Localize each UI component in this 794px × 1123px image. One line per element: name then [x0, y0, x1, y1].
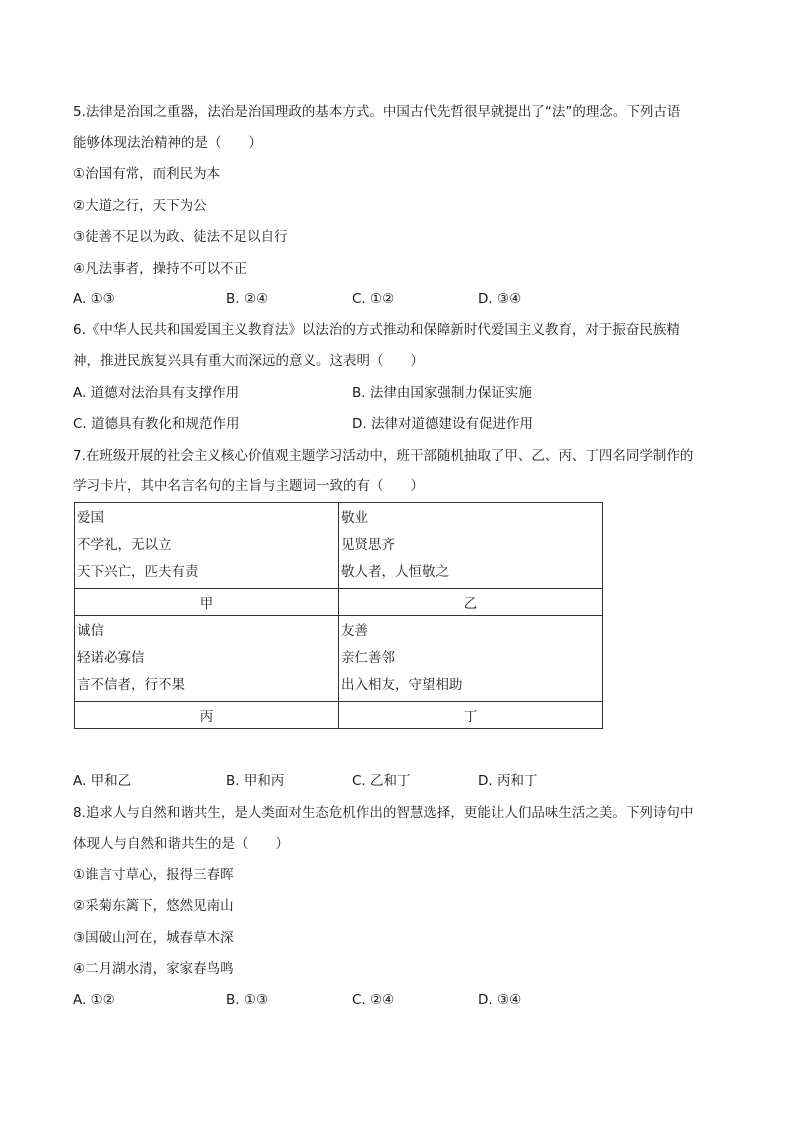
q7-option-b[interactable]: B. 甲和丙	[226, 773, 285, 789]
q6-option-a[interactable]: A. 道德对法治具有支撑作用	[73, 385, 240, 401]
q5-option-d[interactable]: D. ③④	[478, 291, 522, 307]
q5-option-c[interactable]: C. ①②	[352, 291, 395, 307]
card-yi	[339, 503, 603, 589]
q5-stem-line-1: 5.法律是治国之重器，法治是治国理政的基本方式。中国古代先哲很早就提出了“法”的理念。下列古语	[73, 104, 681, 120]
card-label-yi: 乙	[339, 589, 603, 616]
study-cards-table	[74, 502, 603, 729]
card-label-bing: 丙	[75, 702, 339, 729]
q7-option-d[interactable]: D. 丙和丁	[478, 773, 538, 789]
q8-item-3: ③国破山河在，城春草木深	[73, 930, 234, 946]
card-label-ding: 丁	[339, 702, 603, 729]
q8-stem-line-2: 体现人与自然和谐共生的是（ ）	[73, 836, 289, 852]
q7-stem-line-2: 学习卡片，其中名言名句的主旨与主题词一致的有（ ）	[73, 478, 424, 494]
q5-item-4: ④凡法事者，操持不可以不正	[73, 261, 248, 277]
card-quote: 见贤思齐	[341, 537, 395, 553]
q5-option-b[interactable]: B. ②④	[226, 291, 269, 307]
card-theme: 友善	[341, 623, 368, 639]
q6-option-c[interactable]: C. 道德具有教化和规范作用	[73, 416, 240, 432]
card-jia	[75, 503, 339, 589]
q8-option-b[interactable]: B. ①③	[226, 992, 269, 1008]
q8-item-4: ④二月湖水清，家家春鸟鸣	[73, 961, 234, 977]
q8-option-c[interactable]: C. ②④	[352, 992, 395, 1008]
q6-option-b[interactable]: B. 法律由国家强制力保证实施	[352, 385, 532, 401]
q8-stem-line-1: 8.追求人与自然和谐共生，是人类面对生态危机作出的智慧选择，更能让人们品味生活之美。下列诗句中	[73, 805, 694, 821]
card-theme: 爱国	[77, 510, 104, 526]
q5-item-2: ②大道之行，天下为公	[73, 198, 207, 214]
q7-option-c[interactable]: C. 乙和丁	[352, 773, 411, 789]
card-ding	[339, 616, 603, 702]
q5-stem-line-2: 能够体现法治精神的是（ ）	[73, 135, 262, 151]
q8-item-1: ①谁言寸草心，报得三春晖	[73, 867, 234, 883]
q6-option-d[interactable]: D. 法律对道德建设有促进作用	[352, 416, 533, 432]
card-quote: 出入相友，守望相助	[341, 677, 463, 693]
q5-item-1: ①治国有常，而利民为本	[73, 166, 221, 182]
q5-item-3: ③徒善不足以为政、徒法不足以自行	[73, 229, 288, 245]
card-quote: 轻诺必寡信	[77, 650, 145, 666]
q8-item-2: ②采菊东篱下，悠然见南山	[73, 898, 234, 914]
card-label-jia: 甲	[75, 589, 339, 616]
card-quote: 亲仁善邻	[341, 650, 395, 666]
q5-option-a[interactable]: A. ①③	[73, 291, 115, 307]
card-theme: 敬业	[341, 510, 368, 526]
q8-option-d[interactable]: D. ③④	[478, 992, 522, 1008]
q8-option-a[interactable]: A. ①②	[73, 992, 115, 1008]
card-bing	[75, 616, 339, 702]
q6-stem-line-1: 6.《中华人民共和国爱国主义教育法》以法治的方式推动和保障新时代爱国主义教育，对于振奋民族精	[73, 322, 680, 338]
card-quote: 不学礼，无以立	[77, 537, 172, 553]
q7-stem-line-1: 7.在班级开展的社会主义核心价值观主题学习活动中，班干部随机抽取了甲、乙、丙、丁四名同学制作的	[73, 448, 694, 464]
card-quote: 敬人者，人恒敬之	[341, 564, 449, 580]
card-theme: 诚信	[77, 623, 104, 639]
card-quote: 天下兴亡，匹夫有责	[77, 564, 199, 580]
card-quote: 言不信者，行不果	[77, 677, 185, 693]
q6-stem-line-2: 神，推进民族复兴具有重大而深远的意义。这表明（ ）	[73, 353, 424, 369]
q7-option-a[interactable]: A. 甲和乙	[73, 773, 132, 789]
